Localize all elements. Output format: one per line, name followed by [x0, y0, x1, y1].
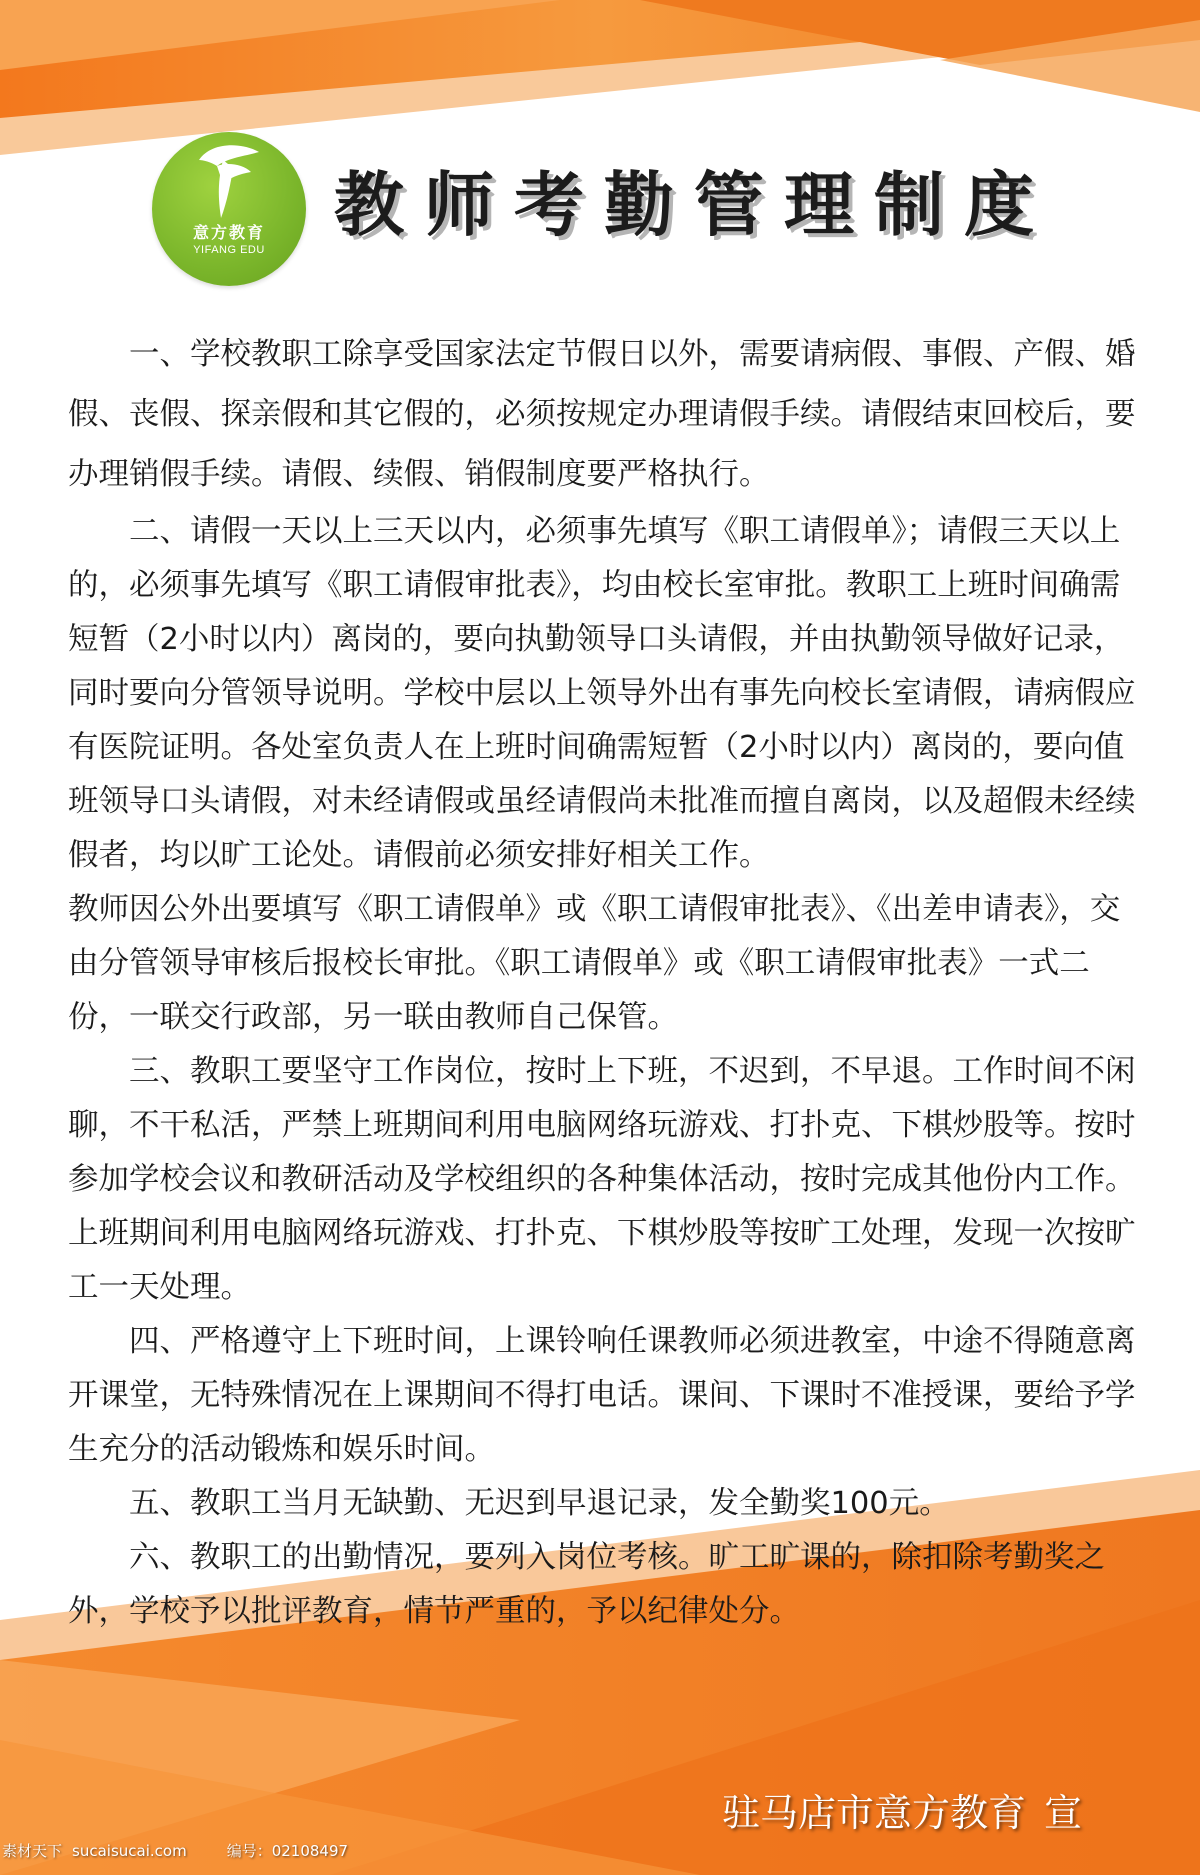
watermark-site: 素材天下	[2, 1842, 63, 1860]
watermark	[2, 1840, 348, 1861]
paragraph-2: 二、请假一天以上三天以内，必须事先填写《职工请假单》；请假三天以上的，必须事先填写《职工请假审批表》，均由校长室审批。教职工上班时间确需短暂（2小时以内）离岗的，要向执勤领导口头请假，并由执勤领导做好记录，同时要向分管领导说明。学校中层以上领导外出有事先向校长室请假，请病假应有医院证明。各处室负责人在上班时间确需短暂（2小时以内）离岗的，要向值班领导口头请假，对未经请假或虽经请假尚未批准而擅自离岗，以及超假未经续假者，均以旷工论处。请假前必须安排好相关工作。	[68, 514, 1136, 873]
logo-en-text: YIFANG EDU	[193, 244, 265, 256]
paragraph-5: 四、严格遵守上下班时间，上课铃响任课教师必须进教室，中途不得随意离开课堂，无特殊情况在上课期间不得打电话。课间、下课时不准授课，要给予学生充分的活动锻炼和娱乐时间。	[68, 1324, 1136, 1467]
paragraph-1: 一、学校教职工除享受国家法定节假日以外，需要请病假、事假、产假、婚假、丧假、探亲假和其它假的，必须按规定办理请假手续。请假结束回校后，要办理销假手续。请假、续假、销假制度要严格执行。	[68, 337, 1136, 492]
paragraph-6: 五、教职工当月无缺勤、无迟到早退记录，发全勤奖100元。	[129, 1486, 950, 1521]
paragraph-7: 六、教职工的出勤情况，要列入岗位考核。旷工旷课的，除扣除考勤奖之外，学校予以批评教育，情节严重的，予以纪律处分。	[68, 1540, 1105, 1629]
issuer-sign: 宣	[1043, 1791, 1082, 1835]
watermark-id: 编号：02108497	[226, 1842, 349, 1860]
page-title: 教师考勤管理制度	[334, 164, 1054, 246]
regulation-body	[68, 325, 1143, 1639]
watermark-url: sucaisucai.com	[72, 1842, 187, 1860]
logo-badge	[152, 132, 306, 286]
issuer-org: 驻马店市意方教育	[721, 1791, 1026, 1835]
paragraph-4: 三、教职工要坚守工作岗位，按时上下班，不迟到，不早退。工作时间不闲聊，不干私活，严禁上班期间利用电脑网络玩游戏、打扑克、下棋炒股等。按时参加学校会议和教研活动及学校组织的各种集体活动，按时完成其他份内工作。上班期间利用电脑网络玩游戏、打扑克、下棋炒股等按旷工处理，发现一次按旷工一天处理。	[68, 1054, 1136, 1305]
issuer-signature	[722, 1782, 1082, 1837]
logo-cn-text: 意方教育	[192, 223, 265, 242]
leaf-f-icon	[193, 142, 265, 222]
paragraph-3: 教师因公外出要填写《职工请假单》或《职工请假审批表》、《出差申请表》，交由分管领导审核后报校长审批。《职工请假单》或《职工请假审批表》一式二份，一联交行政部，另一联由教师自己保管。	[68, 892, 1121, 1035]
